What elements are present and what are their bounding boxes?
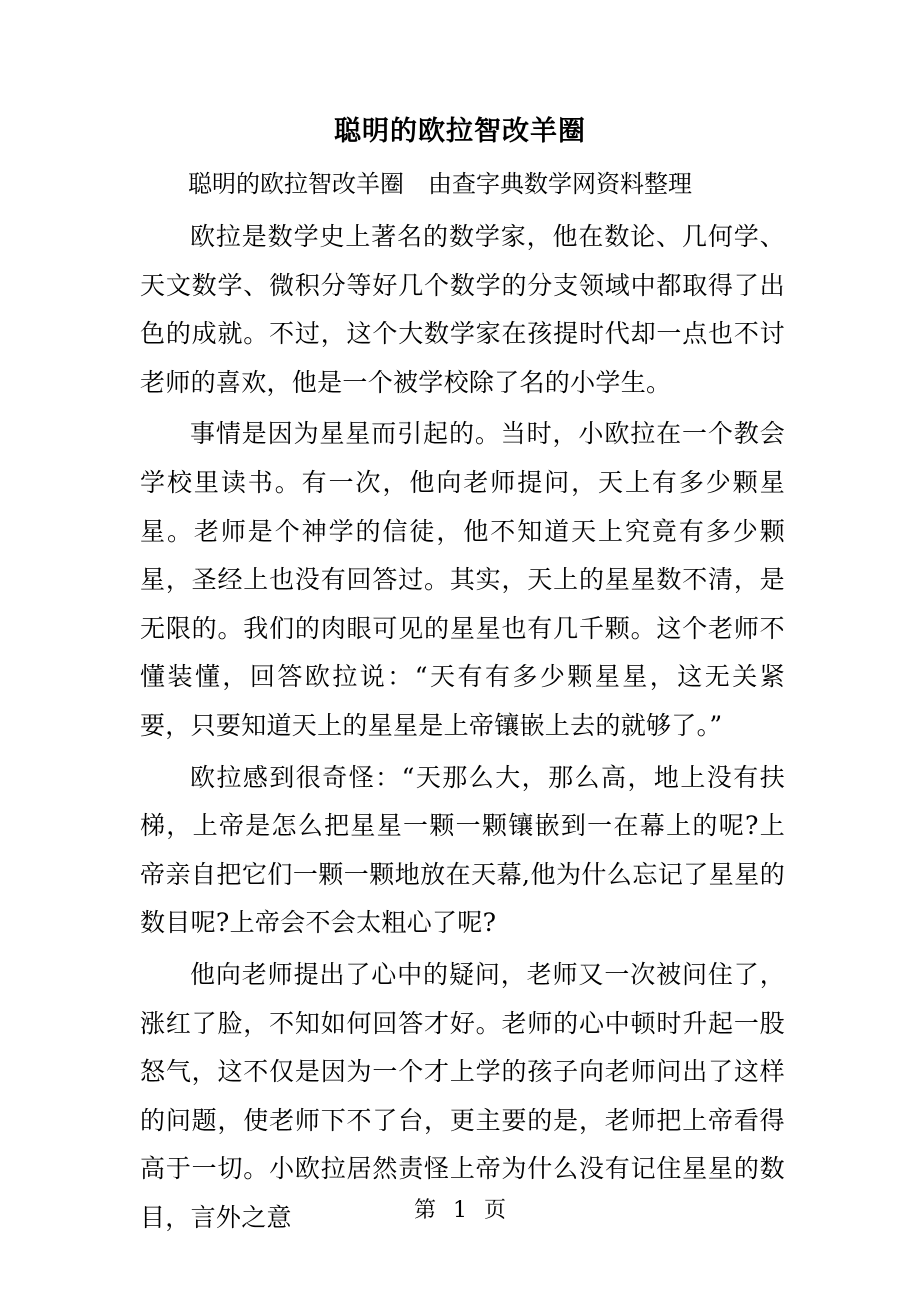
footer-prefix: 第	[413, 1198, 436, 1223]
footer-suffix: 页	[484, 1198, 507, 1223]
paragraph-1: 欧拉是数学史上著名的数学家，他在数论、几何学、天文数学、微积分等好几个数学的分支领域中都取得了出色的成就。不过，这个大数学家在孩提时代却一点也不讨老师的喜欢，他是一个被学校除了名的小学生。	[140, 222, 785, 397]
document-body	[140, 213, 785, 1242]
page-footer	[0, 1195, 920, 1227]
paragraph-2: 事情是因为星星而引起的。当时，小欧拉在一个教会学校里读书。有一次，他向老师提问，天上有多少颗星星。老师是个神学的信徒，他不知道天上究竟有多少颗星，圣经上也没有回答过。其实，天上的星星数不清，是无限的。我们的肉眼可见的星星也有几千颗。这个老师不懂装懂，回答欧拉说：“天有有多少颗星星，这无关紧要，只要知道天上的星星是上帝镶嵌上去的就够了。”	[140, 419, 785, 740]
paragraph-4: 他向老师提出了心中的疑问，老师又一次被问住了，涨红了脸，不知如何回答才好。老师的心中顿时升起一股怒气，这不仅是因为一个才上学的孩子向老师问出了这样的问题，使老师下不了台，更主要的是，老师把上帝看得高于一切。小欧拉居然责怪上帝为什么没有记住星星的数目，言外之意	[140, 959, 785, 1232]
document-subtitle: 聪明的欧拉智改羊圈 由查字典数学网资料整理	[188, 170, 692, 198]
paragraph-3: 欧拉感到很奇怪：“天那么大，那么高，地上没有扶梯，上帝是怎么把星星一颗一颗镶嵌到一在幕上的呢?上帝亲自把它们一颗一颗地放在天幕,他为什么忘记了星星的数目呢?上帝会不会太粗心了呢?	[140, 762, 785, 938]
document-title: 聪明的欧拉智改羊圈	[334, 116, 586, 147]
footer-page-number: 1	[453, 1198, 467, 1223]
